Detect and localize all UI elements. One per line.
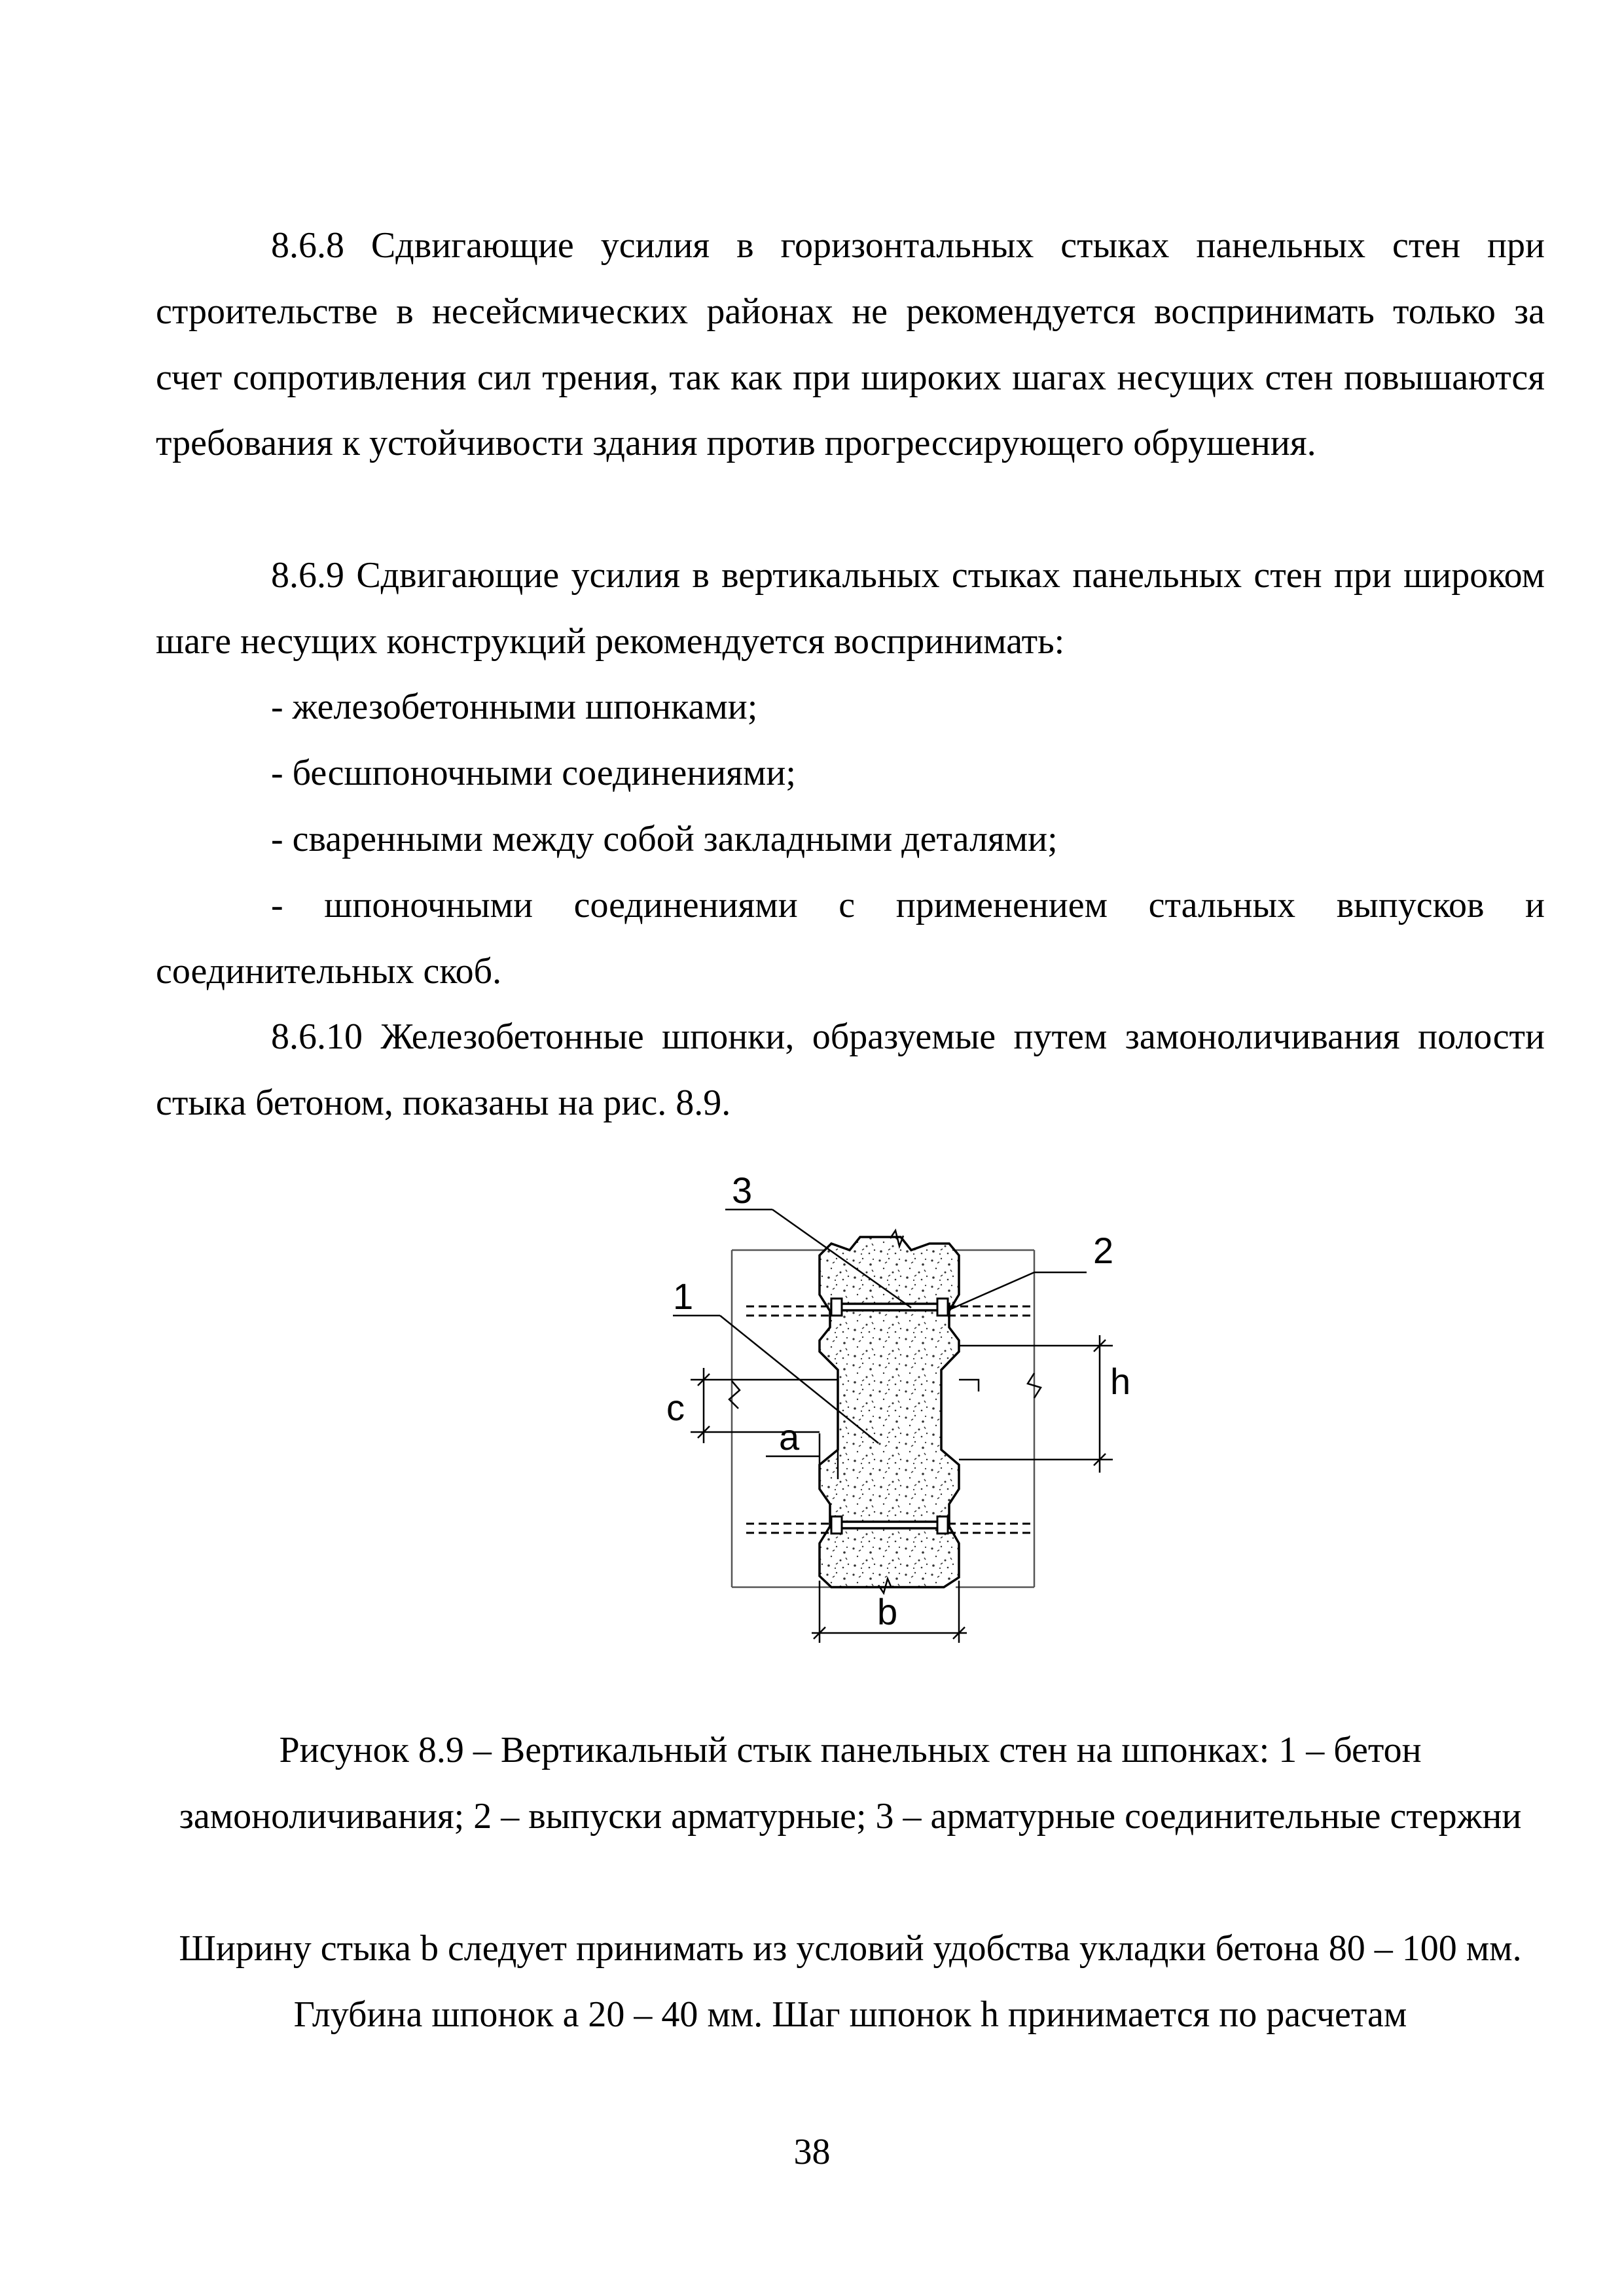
- label-c: c: [666, 1387, 685, 1428]
- dimension-c: [691, 1368, 838, 1443]
- label-1: 1: [673, 1276, 694, 1317]
- list-item: - железобетонными шпонками;: [271, 687, 758, 727]
- label-a: a: [779, 1416, 800, 1458]
- paragraph-8-6-10: 8.6.10 Железобетонные шпонки, образуемые путем замоноличивания полости стыка бетоном, показаны на рис. 8.9.: [156, 1016, 1545, 1123]
- joint-diagram: [641, 1152, 1139, 1662]
- list-item: - бесшпоночными соединениями;: [271, 753, 796, 793]
- dimension-h: [959, 1335, 1113, 1473]
- paragraph-8-6-8: 8.6.8 Сдвигающие усилия в горизонтальных стыках панельных стен при строительстве в несейсмических районах не рекомендуется воспринимать только за счет сопротивления сил трения, так как при широких шагах несущих стен повышаются требования к устойчивости здания против прогрессирующего обрушения.: [156, 225, 1545, 464]
- list-item: - шпоночными соединениями с применением стальных выпусков и соединительных скоб.: [156, 885, 1545, 992]
- paragraph-8-6-9: 8.6.9 Сдвигающие усилия в вертикальных стыках панельных стен при широком шаге несущих конструкций рекомендуется воспринимать:: [156, 555, 1545, 662]
- list-item: - сваренными между собой закладными деталями;: [271, 819, 1058, 859]
- page-number: 38: [793, 2132, 831, 2172]
- label-b: b: [877, 1591, 898, 1632]
- figure-caption: Рисунок 8.9 – Вертикальный стык панельных стен на шпонках: 1 – бетон замоноличивания; 2 – выпуски арматурные; 3 – арматурные соединительные стержни: [179, 1730, 1522, 1837]
- label-2: 2: [1093, 1230, 1114, 1271]
- paragraph-after-figure: Ширину стыка b следует принимать из условий удобства укладки бетона 80 – 100 мм. Глубина шпонок a 20 – 40 мм. Шаг шпонок h принимается по расчетам: [179, 1928, 1522, 2035]
- break-mark-left: [729, 1381, 740, 1408]
- label-3: 3: [732, 1170, 753, 1211]
- label-h: h: [1110, 1361, 1131, 1402]
